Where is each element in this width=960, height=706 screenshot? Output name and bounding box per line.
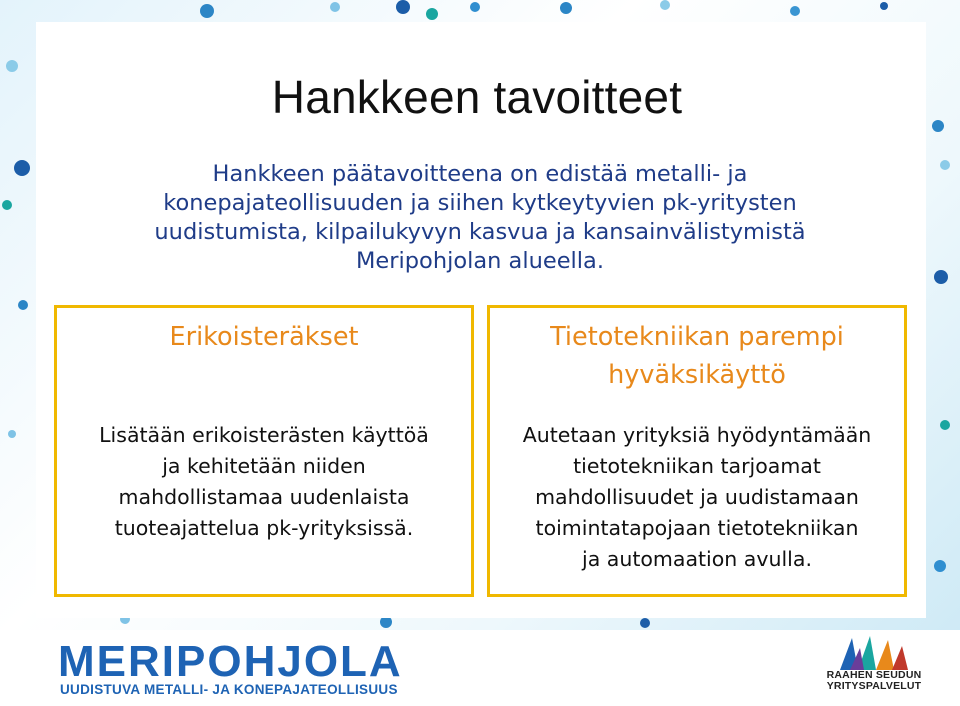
- sail-shape: [876, 640, 894, 670]
- goal-box-body-line: toimintatapojaan tietotekniikan: [535, 516, 859, 540]
- goal-box-body-line: tuoteajattelua pk-yrityksissä.: [114, 516, 414, 540]
- goal-box-body: [490, 420, 904, 575]
- goal-box-body-line: ja kehitetään niiden: [162, 454, 366, 478]
- decorative-dot: [934, 560, 946, 572]
- decorative-dot: [2, 200, 12, 210]
- intro-line: konepajateollisuuden ja siihen kytkeytyvien pk-yritysten: [163, 190, 797, 216]
- meripohjola-logo: MERIPOHJOLA: [58, 637, 403, 686]
- decorative-dot: [934, 270, 948, 284]
- slide-title-text: Hankkeen tavoitteet: [271, 71, 683, 123]
- partner-logo-line: RAAHEN SEUDUN: [826, 669, 922, 681]
- decorative-dot: [470, 2, 480, 12]
- goal-box-it-utilization: [487, 305, 907, 597]
- intro-paragraph: [40, 160, 920, 276]
- goal-box-body-line: Lisätään erikoisterästen käyttöä: [99, 423, 429, 447]
- decorative-dot: [426, 8, 438, 20]
- partner-logo-text: [814, 670, 934, 692]
- goal-box-body-line: tietotekniikan tarjoamat: [573, 454, 821, 478]
- goal-box-title-line: Erikoisteräkset: [169, 322, 359, 352]
- decorative-dot: [396, 0, 410, 14]
- decorative-dot: [640, 618, 650, 628]
- goal-box-title: [490, 318, 904, 394]
- sail-shape: [892, 646, 908, 670]
- goal-box-body: [57, 420, 471, 544]
- decorative-dot: [940, 160, 950, 170]
- decorative-dot: [790, 6, 800, 16]
- goal-box-body-line: Autetaan yrityksiä hyödyntämään: [522, 423, 872, 447]
- decorative-dot: [940, 420, 950, 430]
- intro-line: uudistumista, kilpailukyvyn kasvua ja kansainvälistymistä: [154, 219, 806, 245]
- decorative-dot: [200, 4, 214, 18]
- decorative-dot: [8, 430, 16, 438]
- goal-box-title: [57, 318, 471, 356]
- goal-box-body-line: mahdollisuudet ja uudistamaan: [535, 485, 859, 509]
- intro-line: Hankkeen päätavoitteena on edistää metalli- ja: [212, 161, 748, 187]
- meripohjola-tagline: UUDISTUVA METALLI- JA KONEPAJATEOLLISUUS: [60, 682, 398, 697]
- intro-line: Meripohjolan alueella.: [356, 248, 604, 274]
- goal-box-title-line: hyväksikäyttö: [608, 360, 786, 390]
- goal-box-body-line: ja automaation avulla.: [582, 547, 812, 571]
- goal-box-special-steels: [54, 305, 474, 597]
- goal-box-body-line: mahdollistamaa uudenlaista: [118, 485, 410, 509]
- decorative-dot: [880, 2, 888, 10]
- decorative-dot: [330, 2, 340, 12]
- footer-bar: [0, 630, 960, 706]
- decorative-dot: [660, 0, 670, 10]
- goal-box-title-line: Tietotekniikan parempi: [550, 322, 844, 352]
- decorative-dot: [14, 160, 30, 176]
- decorative-dot: [18, 300, 28, 310]
- slide-title: [0, 70, 960, 124]
- partner-logo-line: YRITYSPALVELUT: [826, 680, 922, 692]
- decorative-dot: [560, 2, 572, 14]
